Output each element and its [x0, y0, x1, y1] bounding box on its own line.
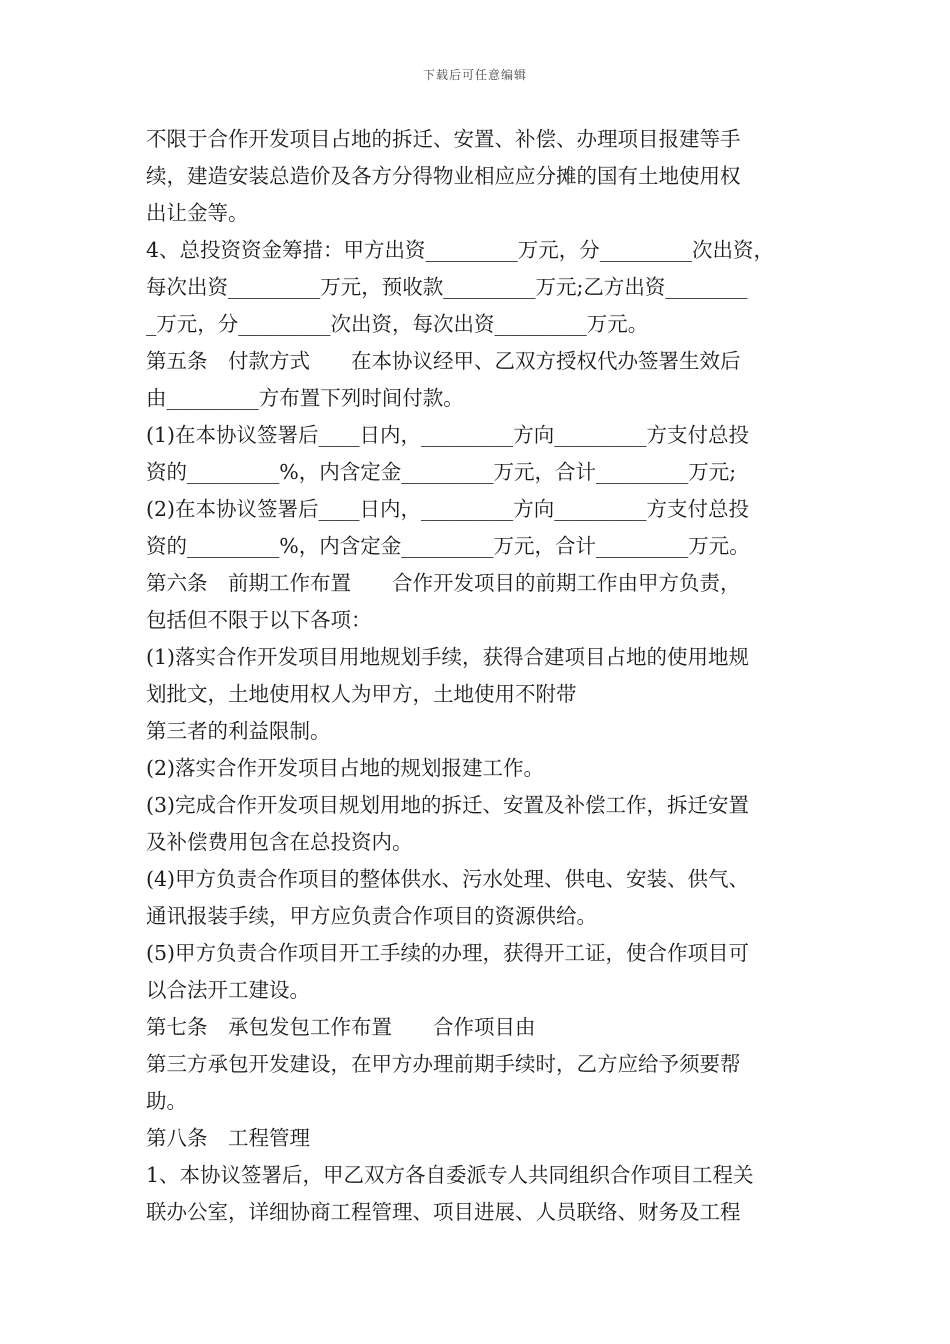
text-line: 以合法开工建设。: [146, 978, 310, 1002]
text-line: (2)落实合作开发项目占地的规划报建工作。: [146, 756, 545, 780]
text-line: 第八条 工程管理: [146, 1126, 310, 1150]
text-line: 出让金等。: [146, 201, 249, 225]
text-line: (4)甲方负责合作项目的整体供水、污水处理、供电、安装、供气、: [146, 867, 750, 891]
text-line: 通讯报装手续，甲方应负责合作项目的资源供给。: [146, 904, 597, 928]
text-line: (5)甲方负责合作项目开工手续的办理，获得开工证，使合作项目可: [146, 941, 750, 965]
text-line: 续，建造安装总造价及各方分得物业相应应分摊的国有土地使用权: [146, 164, 741, 188]
document-body: [146, 121, 826, 1231]
text-line: 划批文，土地使用权人为甲方，土地使用不附带: [146, 682, 577, 706]
text-line: 联办公室，详细协商工程管理、项目进展、人员联络、财务及工程: [146, 1200, 741, 1224]
text-line: 每次出资_________万元，预收款_________万元;乙方出资________: [146, 275, 748, 299]
text-line: 资的_________%，内含定金_________万元，合计_________万元。: [146, 534, 750, 558]
text-line: 资的_________%，内含定金_________万元，合计_________万元;: [146, 460, 737, 484]
text-line: (1)在本协议签署后____日内，_________方向_________方支付总投: [146, 423, 750, 447]
text-line: 第三者的利益限制。: [146, 719, 331, 743]
text-line: 第六条 前期工作布置 合作开发项目的前期工作由甲方负责，: [146, 571, 741, 595]
text-line: 不限于合作开发项目占地的拆迁、安置、补偿、办理项目报建等手: [146, 127, 741, 151]
text-line: (3)完成合作开发项目规划用地的拆迁、安置及补偿工作，拆迁安置: [146, 793, 750, 817]
text-line: (2)在本协议签署后____日内，_________方向_________方支付总投: [146, 497, 750, 521]
text-line: (1)落实合作开发项目用地规划手续，获得合建项目占地的使用地规: [146, 645, 750, 669]
text-line: 助。: [146, 1089, 187, 1113]
page-header: 下载后可任意编辑: [422, 68, 527, 82]
text-line: 及补偿费用包含在总投资内。: [146, 830, 413, 854]
text-line: 第三方承包开发建设，在甲方办理前期手续时，乙方应给予须要帮: [146, 1052, 741, 1076]
text-line: 由_________方布置下列时间付款。: [146, 386, 464, 410]
text-line: 第七条 承包发包工作布置 合作项目由: [146, 1015, 536, 1039]
text-line: 4、总投资资金筹措：甲方出资_________万元，分_________次出资，: [146, 238, 775, 262]
text-line: 1、本协议签署后，甲乙双方各自委派专人共同组织合作项目工程关: [146, 1163, 754, 1187]
text-line: 第五条 付款方式 在本协议经甲、乙双方授权代办签署生效后: [146, 349, 741, 373]
text-line: 包括但不限于以下各项：: [146, 608, 372, 632]
text-line: _万元，分_________次出资，每次出资_________万元。: [146, 312, 649, 336]
